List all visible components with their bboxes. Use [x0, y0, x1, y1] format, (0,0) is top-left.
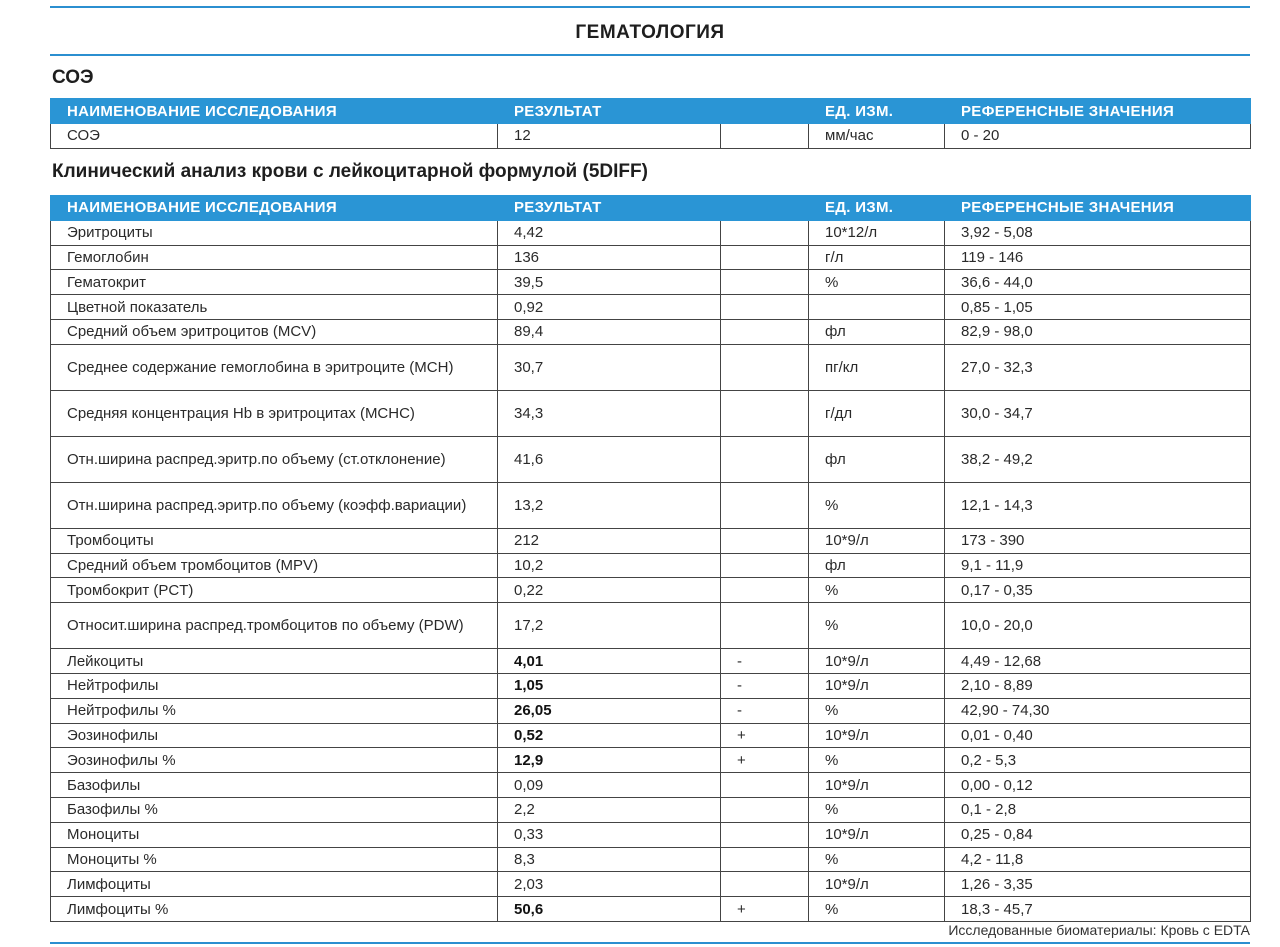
- cell-ref: 0,85 - 1,05: [945, 295, 1251, 320]
- cell-unit: г/л: [809, 245, 945, 270]
- cell-result: 34,3: [498, 390, 721, 436]
- cell-result: 1,05: [498, 673, 721, 698]
- header-ref: РЕФЕРЕНСНЫЕ ЗНАЧЕНИЯ: [945, 195, 1251, 220]
- cell-result: 39,5: [498, 270, 721, 295]
- cell-unit: фл: [809, 319, 945, 344]
- cell-flag: [721, 319, 809, 344]
- cell-ref: 30,0 - 34,7: [945, 390, 1251, 436]
- cell-flag: +: [721, 723, 809, 748]
- cell-result: 12,9: [498, 748, 721, 773]
- cell-name: Тромбокрит (PCT): [51, 578, 498, 603]
- table-row: [51, 649, 1251, 674]
- cell-flag: +: [721, 748, 809, 773]
- header-unit: ЕД. ИЗМ.: [809, 99, 945, 124]
- table-row: [51, 578, 1251, 603]
- cell-result: 12: [498, 124, 721, 149]
- table-row: [51, 673, 1251, 698]
- biomaterial-footer: Исследованные биоматериалы: Кровь с EDTA: [948, 922, 1250, 938]
- table-row: [51, 482, 1251, 528]
- cell-result: 4,01: [498, 649, 721, 674]
- table-row: [51, 847, 1251, 872]
- cell-ref: 12,1 - 14,3: [945, 482, 1251, 528]
- cell-unit: %: [809, 578, 945, 603]
- cell-unit: %: [809, 270, 945, 295]
- cell-name: Гематокрит: [51, 270, 498, 295]
- cell-flag: [721, 295, 809, 320]
- table-row: [51, 245, 1251, 270]
- cell-unit: 10*9/л: [809, 649, 945, 674]
- cell-flag: -: [721, 698, 809, 723]
- table-row: [51, 124, 1251, 149]
- cell-unit: 10*9/л: [809, 723, 945, 748]
- table-row: [51, 897, 1251, 922]
- cell-result: 0,52: [498, 723, 721, 748]
- header-flag: [721, 195, 809, 220]
- table-row: [51, 295, 1251, 320]
- cell-result: 13,2: [498, 482, 721, 528]
- cell-name: Отн.ширина распред.эритр.по объему (коэфф.вариации): [51, 482, 498, 528]
- cell-ref: 173 - 390: [945, 528, 1251, 553]
- cell-result: 0,09: [498, 773, 721, 798]
- cell-ref: 0,2 - 5,3: [945, 748, 1251, 773]
- cell-name: Лейкоциты: [51, 649, 498, 674]
- header-ref: РЕФЕРЕНСНЫЕ ЗНАЧЕНИЯ: [945, 99, 1251, 124]
- cell-flag: [721, 872, 809, 897]
- cell-flag: -: [721, 673, 809, 698]
- cell-result: 2,03: [498, 872, 721, 897]
- table-row: [51, 528, 1251, 553]
- bottom-rule: [50, 942, 1250, 944]
- table-header-row: [51, 195, 1251, 220]
- cell-name: Лимфоциты %: [51, 897, 498, 922]
- table-row: [51, 723, 1251, 748]
- cell-ref: 9,1 - 11,9: [945, 553, 1251, 578]
- cell-result: 26,05: [498, 698, 721, 723]
- table-header-row: [51, 99, 1251, 124]
- cell-name: СОЭ: [51, 124, 498, 149]
- cell-name: Эозинофилы: [51, 723, 498, 748]
- cell-unit: %: [809, 698, 945, 723]
- cell-name: Средний объем эритроцитов (MCV): [51, 319, 498, 344]
- table-row: [51, 220, 1251, 245]
- cell-name: Средняя концентрация Hb в эритроцитах (MCHC): [51, 390, 498, 436]
- cell-unit: %: [809, 482, 945, 528]
- cell-ref: 0,01 - 0,40: [945, 723, 1251, 748]
- cell-ref: 119 - 146: [945, 245, 1251, 270]
- cell-name: Базофилы %: [51, 797, 498, 822]
- cell-unit: %: [809, 748, 945, 773]
- cell-unit: 10*9/л: [809, 773, 945, 798]
- cell-unit: 10*9/л: [809, 872, 945, 897]
- cell-name: Цветной показатель: [51, 295, 498, 320]
- cell-flag: [721, 390, 809, 436]
- cell-ref: 0,17 - 0,35: [945, 578, 1251, 603]
- page-title: ГЕМАТОЛОГИЯ: [575, 22, 725, 43]
- cell-name: Моноциты: [51, 822, 498, 847]
- cell-ref: 82,9 - 98,0: [945, 319, 1251, 344]
- cell-ref: 38,2 - 49,2: [945, 436, 1251, 482]
- cell-unit: 10*9/л: [809, 528, 945, 553]
- cell-name: Моноциты %: [51, 847, 498, 872]
- cell-name: Нейтрофилы: [51, 673, 498, 698]
- cell-name: Относит.ширина распред.тромбоцитов по объему (PDW): [51, 603, 498, 649]
- cell-unit: фл: [809, 436, 945, 482]
- table-row: [51, 344, 1251, 390]
- cell-name: Эозинофилы %: [51, 748, 498, 773]
- table-row: [51, 436, 1251, 482]
- cell-result: 2,2: [498, 797, 721, 822]
- cell-name: Гемоглобин: [51, 245, 498, 270]
- report-page: [50, 0, 1250, 938]
- header-flag: [721, 99, 809, 124]
- header-name: НАИМЕНОВАНИЕ ИССЛЕДОВАНИЯ: [51, 195, 498, 220]
- table-row: [51, 872, 1251, 897]
- table-row: [51, 270, 1251, 295]
- cell-unit: [809, 295, 945, 320]
- cell-ref: 0,00 - 0,12: [945, 773, 1251, 798]
- cell-flag: [721, 344, 809, 390]
- section-title-cbc: Клинический анализ крови с лейкоцитарной формулой (5DIFF): [52, 160, 648, 182]
- cell-result: 0,22: [498, 578, 721, 603]
- cell-name: Эритроциты: [51, 220, 498, 245]
- cell-name: Тромбоциты: [51, 528, 498, 553]
- cell-result: 50,6: [498, 897, 721, 922]
- cell-unit: 10*12/л: [809, 220, 945, 245]
- cell-flag: [721, 528, 809, 553]
- cell-ref: 2,10 - 8,89: [945, 673, 1251, 698]
- header-unit: ЕД. ИЗМ.: [809, 195, 945, 220]
- header-result: РЕЗУЛЬТАТ: [498, 99, 721, 124]
- cell-flag: +: [721, 897, 809, 922]
- table-row: [51, 773, 1251, 798]
- cell-ref: 3,92 - 5,08: [945, 220, 1251, 245]
- cell-unit: г/дл: [809, 390, 945, 436]
- cell-ref: 18,3 - 45,7: [945, 897, 1251, 922]
- cell-unit: мм/час: [809, 124, 945, 149]
- cell-flag: -: [721, 649, 809, 674]
- table-row: [51, 797, 1251, 822]
- table-row: [51, 698, 1251, 723]
- cell-ref: 10,0 - 20,0: [945, 603, 1251, 649]
- cell-flag: [721, 797, 809, 822]
- cell-result: 10,2: [498, 553, 721, 578]
- cell-result: 136: [498, 245, 721, 270]
- cell-result: 41,6: [498, 436, 721, 482]
- cell-result: 212: [498, 528, 721, 553]
- cell-result: 4,42: [498, 220, 721, 245]
- title-rule: [50, 54, 1250, 56]
- cell-result: 0,92: [498, 295, 721, 320]
- cell-flag: [721, 124, 809, 149]
- cell-ref: 4,2 - 11,8: [945, 847, 1251, 872]
- cell-result: 0,33: [498, 822, 721, 847]
- table-row: [51, 319, 1251, 344]
- cell-flag: [721, 822, 809, 847]
- cell-unit: фл: [809, 553, 945, 578]
- cell-unit: %: [809, 847, 945, 872]
- header-name: НАИМЕНОВАНИЕ ИССЛЕДОВАНИЯ: [51, 99, 498, 124]
- cell-flag: [721, 436, 809, 482]
- cell-result: 17,2: [498, 603, 721, 649]
- cell-result: 30,7: [498, 344, 721, 390]
- cell-name: Среднее содержание гемоглобина в эритроците (MCH): [51, 344, 498, 390]
- cell-result: 8,3: [498, 847, 721, 872]
- cell-unit: %: [809, 897, 945, 922]
- cbc-table: [50, 195, 1251, 922]
- cell-name: Отн.ширина распред.эритр.по объему (ст.отклонение): [51, 436, 498, 482]
- cell-flag: [721, 847, 809, 872]
- header-result: РЕЗУЛЬТАТ: [498, 195, 721, 220]
- cell-flag: [721, 245, 809, 270]
- table-row: [51, 822, 1251, 847]
- cell-name: Лимфоциты: [51, 872, 498, 897]
- cell-ref: 0,25 - 0,84: [945, 822, 1251, 847]
- cell-unit: пг/кл: [809, 344, 945, 390]
- cell-flag: [721, 553, 809, 578]
- cell-unit: %: [809, 603, 945, 649]
- table-row: [51, 390, 1251, 436]
- cell-flag: [721, 773, 809, 798]
- cell-unit: 10*9/л: [809, 822, 945, 847]
- cell-name: Средний объем тромбоцитов (MPV): [51, 553, 498, 578]
- cell-flag: [721, 270, 809, 295]
- section-title-soe: СОЭ: [52, 67, 94, 88]
- cell-unit: 10*9/л: [809, 673, 945, 698]
- cell-name: Нейтрофилы %: [51, 698, 498, 723]
- cell-ref: 1,26 - 3,35: [945, 872, 1251, 897]
- table-row: [51, 603, 1251, 649]
- cell-flag: [721, 578, 809, 603]
- cell-ref: 0,1 - 2,8: [945, 797, 1251, 822]
- cell-ref: 27,0 - 32,3: [945, 344, 1251, 390]
- cell-ref: 0 - 20: [945, 124, 1251, 149]
- cell-flag: [721, 482, 809, 528]
- soe-table: [50, 98, 1251, 149]
- cell-ref: 36,6 - 44,0: [945, 270, 1251, 295]
- table-row: [51, 748, 1251, 773]
- cell-flag: [721, 220, 809, 245]
- cell-flag: [721, 603, 809, 649]
- table-row: [51, 553, 1251, 578]
- cell-result: 89,4: [498, 319, 721, 344]
- cell-name: Базофилы: [51, 773, 498, 798]
- cell-ref: 42,90 - 74,30: [945, 698, 1251, 723]
- cell-ref: 4,49 - 12,68: [945, 649, 1251, 674]
- cell-unit: %: [809, 797, 945, 822]
